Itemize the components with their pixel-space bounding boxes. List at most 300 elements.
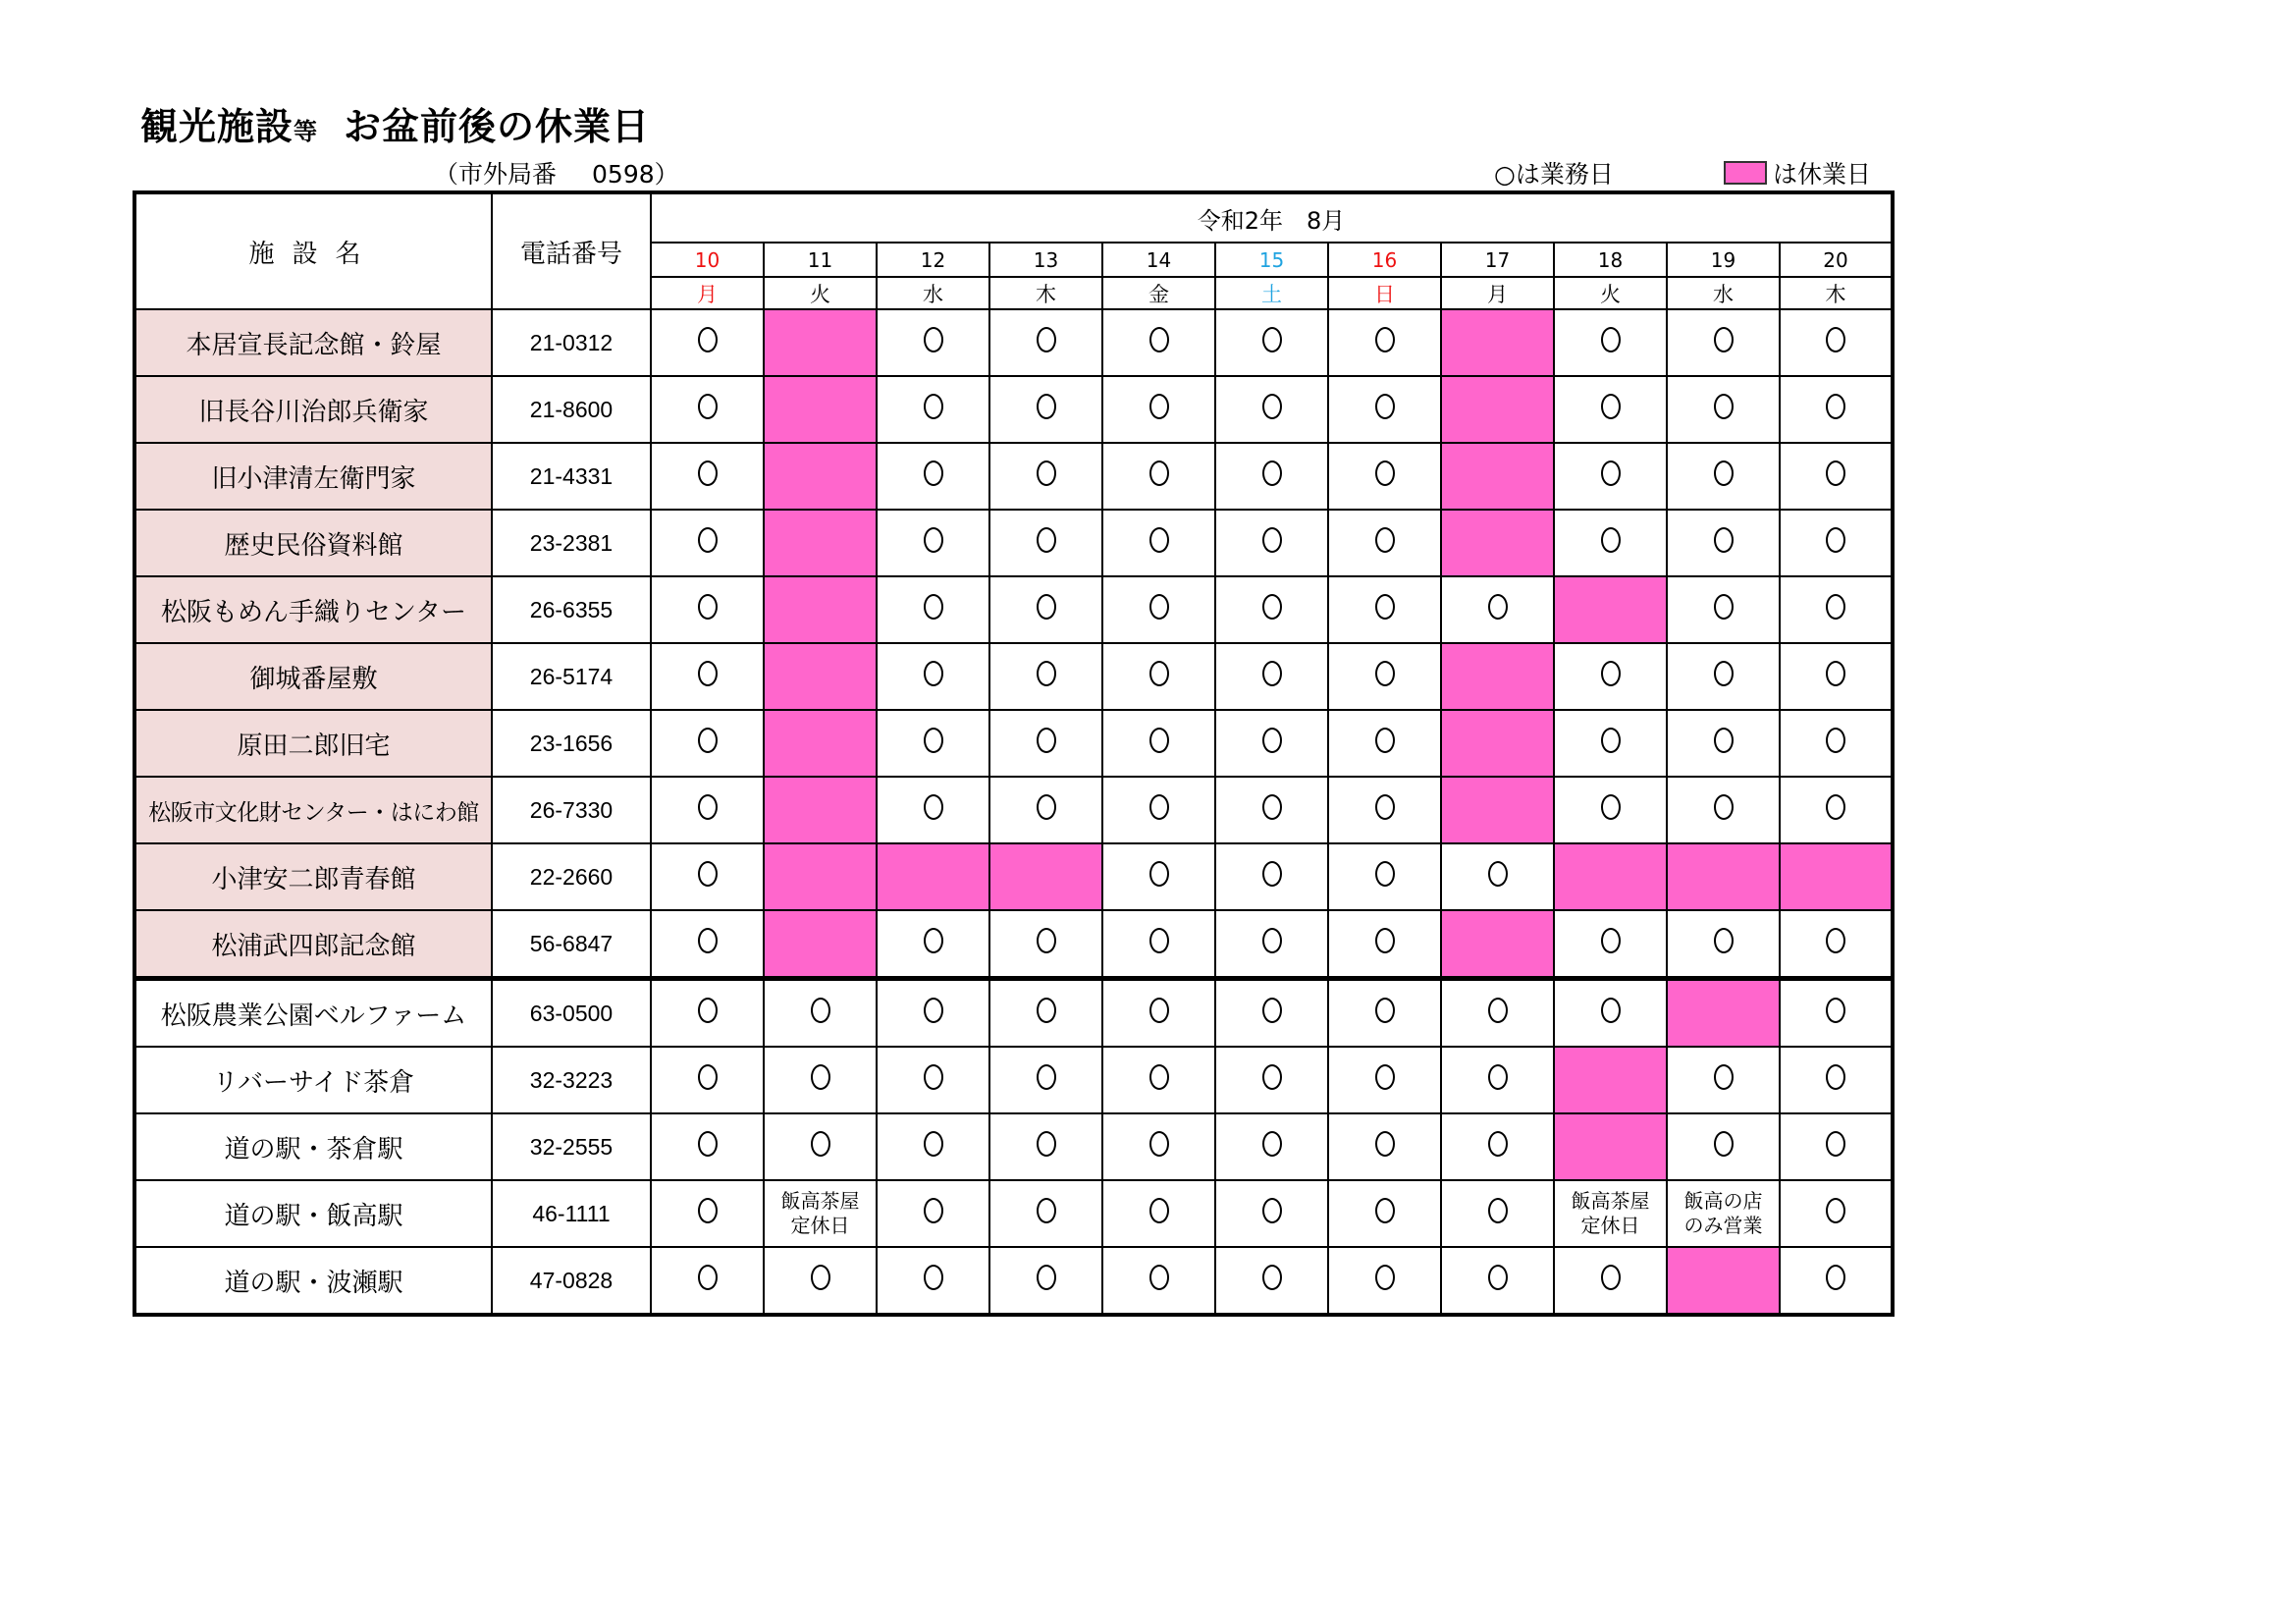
circle-icon — [1375, 998, 1395, 1023]
circle-icon — [698, 998, 718, 1023]
open-day-cell — [1554, 710, 1667, 777]
open-day-cell — [1102, 843, 1215, 910]
closed-day-cell — [764, 443, 877, 510]
circle-icon — [1601, 794, 1621, 820]
table-row — [134, 777, 1893, 843]
open-day-cell — [1102, 777, 1215, 843]
circle-icon — [1714, 1064, 1734, 1090]
open-day-cell — [1215, 843, 1328, 910]
closed-day-cell — [764, 643, 877, 710]
circle-icon — [1375, 394, 1395, 419]
circle-icon — [1375, 594, 1395, 620]
circle-icon — [1149, 661, 1169, 686]
facility-name: 原田二郎旧宅 — [134, 710, 492, 777]
closure-schedule-table — [133, 190, 1895, 1317]
open-day-cell — [1328, 777, 1441, 843]
table-row — [134, 710, 1893, 777]
open-day-cell — [1215, 777, 1328, 843]
circle-icon — [1375, 460, 1395, 486]
header-facility-name: 施設名 — [134, 192, 492, 309]
circle-icon — [924, 794, 943, 820]
circle-icon — [1262, 1265, 1282, 1290]
open-day-cell — [989, 777, 1102, 843]
open-day-cell — [989, 1180, 1102, 1247]
table-row — [134, 1047, 1893, 1113]
circle-icon — [698, 394, 718, 419]
open-day-cell — [651, 979, 764, 1048]
weekday-13: 木 — [989, 277, 1102, 309]
facility-name: 松阪もめん手織りセンター — [134, 576, 492, 643]
open-day-cell — [1328, 1180, 1441, 1247]
circle-icon — [1037, 928, 1056, 953]
open-day-cell — [651, 1180, 764, 1247]
circle-icon — [1375, 327, 1395, 352]
circle-icon — [811, 1131, 830, 1157]
circle-icon — [1149, 998, 1169, 1023]
open-day-cell — [1102, 1180, 1215, 1247]
circle-icon — [1826, 527, 1845, 553]
day-number-13: 13 — [989, 243, 1102, 277]
circle-icon — [1826, 460, 1845, 486]
circle-icon — [1149, 1064, 1169, 1090]
table-row — [134, 443, 1893, 510]
circle-icon — [1149, 394, 1169, 419]
weekday-18: 火 — [1554, 277, 1667, 309]
open-day-cell — [989, 309, 1102, 376]
facility-name: 道の駅・波瀬駅 — [134, 1247, 492, 1315]
closed-day-cell — [764, 910, 877, 979]
circle-icon — [1375, 794, 1395, 820]
open-day-cell — [1667, 777, 1780, 843]
closed-day-cell — [764, 777, 877, 843]
open-day-cell — [1328, 510, 1441, 576]
open-day-cell — [1102, 710, 1215, 777]
open-day-cell — [651, 1247, 764, 1315]
phone-number: 47-0828 — [492, 1247, 651, 1315]
phone-number: 63-0500 — [492, 979, 651, 1048]
facility-name: 松浦武四郎記念館 — [134, 910, 492, 979]
circle-icon — [1262, 327, 1282, 352]
open-day-cell — [989, 376, 1102, 443]
open-day-cell — [877, 1113, 989, 1180]
table-row — [134, 843, 1893, 910]
open-day-cell — [651, 910, 764, 979]
legend-closed-day-label: は休業日 — [1773, 160, 1872, 189]
open-day-cell — [989, 710, 1102, 777]
phone-number: 21-8600 — [492, 376, 651, 443]
open-day-cell — [1215, 1247, 1328, 1315]
open-day-cell — [1780, 1247, 1893, 1315]
day-number-18: 18 — [1554, 243, 1667, 277]
circle-icon — [1826, 661, 1845, 686]
open-day-cell — [1102, 1047, 1215, 1113]
open-day-cell — [1102, 443, 1215, 510]
closed-day-cell — [764, 510, 877, 576]
header-month: 令和2年 8月 — [651, 192, 1893, 243]
circle-icon — [1037, 1198, 1056, 1223]
circle-icon — [1375, 661, 1395, 686]
closed-day-cell — [1441, 510, 1554, 576]
circle-icon — [924, 928, 943, 953]
circle-icon — [1601, 728, 1621, 753]
closed-day-cell — [764, 576, 877, 643]
open-day-cell — [651, 510, 764, 576]
open-day-cell — [1215, 979, 1328, 1048]
open-day-cell — [1441, 979, 1554, 1048]
circle-icon — [1375, 1265, 1395, 1290]
open-day-cell — [1780, 1047, 1893, 1113]
open-day-cell — [1780, 979, 1893, 1048]
table-row — [134, 309, 1893, 376]
open-day-cell — [989, 510, 1102, 576]
open-day-cell — [1441, 1247, 1554, 1315]
area-code-note — [434, 155, 679, 190]
circle-icon — [1037, 527, 1056, 553]
open-day-cell — [1780, 910, 1893, 979]
circle-icon — [1037, 594, 1056, 620]
circle-icon — [1037, 1131, 1056, 1157]
note-text: 定休日 — [1580, 1214, 1640, 1237]
circle-icon — [1037, 998, 1056, 1023]
open-day-cell — [764, 1047, 877, 1113]
table-row — [134, 1180, 1893, 1247]
open-day-cell — [764, 1113, 877, 1180]
phone-number: 21-0312 — [492, 309, 651, 376]
circle-icon — [1262, 1198, 1282, 1223]
circle-icon — [1488, 1265, 1508, 1290]
facility-name: 御城番屋敷 — [134, 643, 492, 710]
circle-icon — [1149, 794, 1169, 820]
open-day-cell — [877, 979, 989, 1048]
closed-day-cell — [1554, 1113, 1667, 1180]
open-day-cell — [651, 576, 764, 643]
open-day-cell — [764, 1247, 877, 1315]
circle-icon — [1826, 1064, 1845, 1090]
circle-icon — [924, 998, 943, 1023]
open-day-cell — [877, 1180, 989, 1247]
closed-day-cell — [1441, 643, 1554, 710]
table-row — [134, 910, 1893, 979]
circle-icon — [1601, 998, 1621, 1023]
phone-number: 26-5174 — [492, 643, 651, 710]
phone-number: 23-2381 — [492, 510, 651, 576]
weekday-14: 金 — [1102, 277, 1215, 309]
phone-number: 56-6847 — [492, 910, 651, 979]
facility-name: リバーサイド茶倉 — [134, 1047, 492, 1113]
circle-icon — [698, 794, 718, 820]
circle-icon — [1488, 861, 1508, 887]
weekday-19: 水 — [1667, 277, 1780, 309]
open-day-cell — [764, 979, 877, 1048]
legend-business-day-label: は業務日 — [1515, 160, 1614, 189]
circle-icon — [1714, 460, 1734, 486]
circle-icon — [924, 460, 943, 486]
circle-icon — [1037, 728, 1056, 753]
circle-icon — [924, 661, 943, 686]
circle-icon — [1262, 928, 1282, 953]
open-day-cell — [1215, 1113, 1328, 1180]
circle-icon — [1149, 1198, 1169, 1223]
note-cell — [1554, 1180, 1667, 1247]
circle-icon — [1601, 527, 1621, 553]
open-day-cell — [1780, 710, 1893, 777]
day-number-19: 19 — [1667, 243, 1780, 277]
day-number-10: 10 — [651, 243, 764, 277]
open-day-cell — [1667, 510, 1780, 576]
open-day-cell — [1328, 643, 1441, 710]
open-day-cell — [1102, 376, 1215, 443]
title-rest: お盆前後の休業日 — [344, 105, 651, 148]
circle-icon — [698, 327, 718, 352]
circle-icon — [1375, 1131, 1395, 1157]
open-day-cell — [989, 576, 1102, 643]
open-day-cell — [651, 777, 764, 843]
circle-icon — [811, 998, 830, 1023]
circle-icon — [1149, 460, 1169, 486]
closed-day-cell — [764, 309, 877, 376]
circle-icon — [1149, 1131, 1169, 1157]
open-day-cell — [651, 843, 764, 910]
open-day-cell — [1554, 376, 1667, 443]
table-row — [134, 576, 1893, 643]
circle-icon — [1262, 794, 1282, 820]
open-day-cell — [1328, 1247, 1441, 1315]
circle-icon — [698, 861, 718, 887]
open-day-cell — [989, 1113, 1102, 1180]
circle-icon: ○ — [1494, 160, 1516, 189]
open-day-cell — [877, 710, 989, 777]
open-day-cell — [989, 979, 1102, 1048]
open-day-cell — [1215, 576, 1328, 643]
open-day-cell — [1328, 443, 1441, 510]
open-day-cell — [877, 1047, 989, 1113]
closed-day-cell — [1441, 910, 1554, 979]
open-day-cell — [1328, 910, 1441, 979]
closed-day-cell — [1554, 843, 1667, 910]
open-day-cell — [1780, 777, 1893, 843]
circle-icon — [1375, 527, 1395, 553]
circle-icon — [698, 928, 718, 953]
circle-icon — [1826, 1198, 1845, 1223]
circle-icon — [1826, 794, 1845, 820]
circle-icon — [698, 527, 718, 553]
open-day-cell — [877, 777, 989, 843]
phone-number: 26-6355 — [492, 576, 651, 643]
circle-icon — [1826, 998, 1845, 1023]
open-day-cell — [877, 1247, 989, 1315]
weekday-11: 火 — [764, 277, 877, 309]
open-day-cell — [877, 910, 989, 979]
open-day-cell — [1215, 510, 1328, 576]
circle-icon — [1037, 327, 1056, 352]
circle-icon — [1262, 460, 1282, 486]
open-day-cell — [1780, 376, 1893, 443]
table-row — [134, 1247, 1893, 1315]
circle-icon — [1826, 1265, 1845, 1290]
circle-icon — [1149, 327, 1169, 352]
note-cell — [764, 1180, 877, 1247]
circle-icon — [1037, 1064, 1056, 1090]
open-day-cell — [1328, 309, 1441, 376]
open-day-cell — [1780, 576, 1893, 643]
open-day-cell — [1215, 309, 1328, 376]
open-day-cell — [989, 1247, 1102, 1315]
open-day-cell — [989, 1047, 1102, 1113]
day-number-20: 20 — [1780, 243, 1893, 277]
circle-icon — [924, 594, 943, 620]
open-day-cell — [1102, 510, 1215, 576]
open-day-cell — [877, 443, 989, 510]
closed-day-cell — [1441, 309, 1554, 376]
note-cell — [1667, 1180, 1780, 1247]
note-text: のみ営業 — [1683, 1214, 1763, 1237]
open-day-cell — [1328, 843, 1441, 910]
open-day-cell — [1667, 643, 1780, 710]
circle-icon — [698, 594, 718, 620]
circle-icon — [1488, 1064, 1508, 1090]
table-row — [134, 376, 1893, 443]
circle-icon — [924, 394, 943, 419]
day-number-11: 11 — [764, 243, 877, 277]
area-code-label: （市外局番 — [434, 160, 558, 189]
open-day-cell — [1780, 1180, 1893, 1247]
circle-icon — [924, 1198, 943, 1223]
open-day-cell — [1780, 643, 1893, 710]
weekday-16: 日 — [1328, 277, 1441, 309]
circle-icon — [1826, 1131, 1845, 1157]
open-day-cell — [1328, 979, 1441, 1048]
open-day-cell — [1215, 1047, 1328, 1113]
legend-business-day — [1494, 155, 1614, 190]
open-day-cell — [1102, 643, 1215, 710]
open-day-cell — [877, 309, 989, 376]
circle-icon — [1262, 1131, 1282, 1157]
phone-number: 26-7330 — [492, 777, 651, 843]
circle-icon — [1601, 1265, 1621, 1290]
legend-closed-day — [1724, 155, 1871, 190]
title-suffix: 等 — [294, 118, 319, 145]
circle-icon — [1601, 394, 1621, 419]
closed-day-cell — [764, 843, 877, 910]
weekday-10: 月 — [651, 277, 764, 309]
circle-icon — [1826, 327, 1845, 352]
open-day-cell — [1667, 576, 1780, 643]
closed-day-cell — [1667, 1247, 1780, 1315]
circle-icon — [1262, 861, 1282, 887]
open-day-cell — [651, 643, 764, 710]
open-day-cell — [1554, 1247, 1667, 1315]
open-day-cell — [1102, 1113, 1215, 1180]
day-number-14: 14 — [1102, 243, 1215, 277]
open-day-cell — [1667, 443, 1780, 510]
circle-icon — [924, 327, 943, 352]
circle-icon — [924, 1131, 943, 1157]
circle-icon — [811, 1064, 830, 1090]
circle-icon — [1714, 661, 1734, 686]
facility-name: 旧長谷川治郎兵衛家 — [134, 376, 492, 443]
open-day-cell — [651, 443, 764, 510]
open-day-cell — [1554, 643, 1667, 710]
circle-icon — [924, 1064, 943, 1090]
day-number-17: 17 — [1441, 243, 1554, 277]
open-day-cell — [651, 309, 764, 376]
open-day-cell — [1328, 1113, 1441, 1180]
circle-icon — [1149, 728, 1169, 753]
closed-day-cell — [1554, 1047, 1667, 1113]
open-day-cell — [1215, 910, 1328, 979]
open-day-cell — [1780, 510, 1893, 576]
open-day-cell — [1328, 376, 1441, 443]
open-day-cell — [651, 376, 764, 443]
phone-number: 32-2555 — [492, 1113, 651, 1180]
open-day-cell — [1102, 979, 1215, 1048]
facility-name: 松阪農業公園ベルファーム — [134, 979, 492, 1048]
note-text: 飯高の店 — [1683, 1189, 1763, 1213]
circle-icon — [1037, 661, 1056, 686]
circle-icon — [1601, 928, 1621, 953]
circle-icon — [1714, 327, 1734, 352]
open-day-cell — [989, 643, 1102, 710]
open-day-cell — [1102, 309, 1215, 376]
circle-icon — [1714, 394, 1734, 419]
circle-icon — [1262, 1064, 1282, 1090]
closed-day-cell — [1554, 576, 1667, 643]
circle-icon — [698, 661, 718, 686]
phone-number: 23-1656 — [492, 710, 651, 777]
open-day-cell — [1554, 309, 1667, 376]
open-day-cell — [1102, 910, 1215, 979]
circle-icon — [1149, 594, 1169, 620]
open-day-cell — [1667, 1047, 1780, 1113]
phone-number: 46-1111 — [492, 1180, 651, 1247]
circle-icon — [1375, 861, 1395, 887]
open-day-cell — [1328, 1047, 1441, 1113]
open-day-cell — [1441, 843, 1554, 910]
circle-icon — [1826, 928, 1845, 953]
open-day-cell — [877, 576, 989, 643]
circle-icon — [1601, 460, 1621, 486]
circle-icon — [1714, 928, 1734, 953]
weekday-15: 土 — [1215, 277, 1328, 309]
closed-day-cell — [1441, 777, 1554, 843]
circle-icon — [1714, 794, 1734, 820]
open-day-cell — [1780, 443, 1893, 510]
circle-icon — [1375, 728, 1395, 753]
open-day-cell — [1780, 1113, 1893, 1180]
open-day-cell — [1215, 376, 1328, 443]
facility-name: 道の駅・飯高駅 — [134, 1180, 492, 1247]
circle-icon — [924, 527, 943, 553]
weekday-17: 月 — [1441, 277, 1554, 309]
open-day-cell — [1215, 443, 1328, 510]
weekday-12: 水 — [877, 277, 989, 309]
open-day-cell — [989, 443, 1102, 510]
circle-icon — [1714, 1131, 1734, 1157]
note-text: 定休日 — [790, 1214, 850, 1237]
open-day-cell — [1102, 1247, 1215, 1315]
circle-icon — [1262, 394, 1282, 419]
circle-icon — [1262, 728, 1282, 753]
circle-icon — [1488, 594, 1508, 620]
circle-icon — [1149, 527, 1169, 553]
open-day-cell — [1215, 643, 1328, 710]
circle-icon — [1714, 527, 1734, 553]
circle-icon — [1375, 928, 1395, 953]
facility-name: 小津安二郎青春館 — [134, 843, 492, 910]
open-day-cell — [1554, 443, 1667, 510]
circle-icon — [1037, 1265, 1056, 1290]
day-number-16: 16 — [1328, 243, 1441, 277]
